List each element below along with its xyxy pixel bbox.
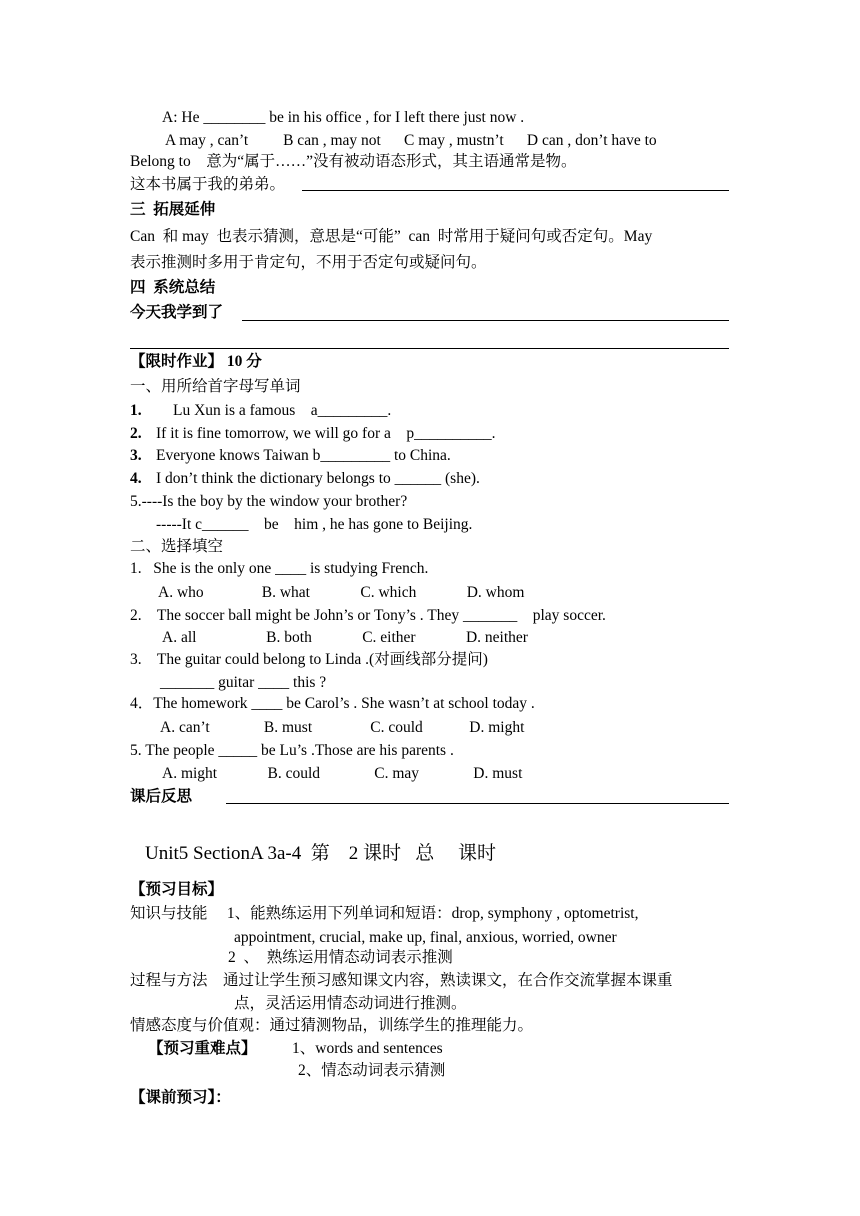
choice-options: A. can’t B. must C. could D. might xyxy=(160,719,525,736)
translation-prompt: 这本书属于我的弟弟。 xyxy=(130,176,286,193)
extension-text: 表示推测时多用于肯定句，不用于否定句或疑问句。 xyxy=(130,254,487,271)
section-heading-summary: 四 系统总结 xyxy=(130,279,216,296)
pre-class-preview-heading: 【课前预习】： xyxy=(130,1089,231,1106)
choice-options: A. might B. could C. may D. must xyxy=(162,765,523,782)
grammar-note: Belong to 意为“属于……”没有被动语态形式，其主语通常是物。 xyxy=(130,153,577,170)
exercise-item: 5.----Is the boy by the window your brother? xyxy=(130,493,408,510)
exercise-item: Lu Xun is a famous a_________. xyxy=(173,402,392,419)
key-point-item: 1、words and sentences xyxy=(292,1040,443,1057)
item-number: 1. xyxy=(130,402,142,419)
goal-text: 知识与技能 1、能熟练运用下列单词和短语：drop, symphony , optometrist, xyxy=(130,905,639,922)
choice-options: A may , can’t B can , may not C may , mustn’t D can , don’t have to xyxy=(165,132,657,149)
key-point-item: 2、情态动词表示猜测 xyxy=(298,1062,446,1079)
exercise-item: 1. She is the only one ____ is studying French. xyxy=(130,560,429,577)
answer-line xyxy=(302,190,729,191)
divider xyxy=(130,348,729,349)
goal-text: appointment, crucial, make up, final, anxious, worried, owner xyxy=(234,929,617,946)
choice-options: A. all B. both C. either D. neither xyxy=(162,629,528,646)
goal-text: 情感态度与价值观：通过猜测物品，训练学生的推理能力。 xyxy=(130,1017,534,1034)
exercise-item: 4．The homework ____ be Carol’s . She wasn’t at school today . xyxy=(130,695,535,712)
exercise-item: -----It c______ be him , he has gone to Beijing. xyxy=(156,516,473,533)
key-points-heading: 【预习重难点】 xyxy=(148,1040,257,1057)
exercise-item: Everyone knows Taiwan b_________ to China. xyxy=(156,447,451,464)
exercise-item: _______ guitar ____ this ? xyxy=(160,674,327,691)
answer-line xyxy=(242,320,729,321)
exercise-heading: 二、选择填空 xyxy=(130,538,224,555)
exercise-heading: 一、用所给首字母写单词 xyxy=(130,378,301,395)
exercise-item: 2. The soccer ball might be John’s or Tony’s . They _______ play soccer. xyxy=(130,607,606,624)
goal-text: 2 、 熟练运用情态动词表示推测 xyxy=(228,949,453,966)
item-number: 4. xyxy=(130,470,142,487)
homework-heading: 【限时作业】 10 分 xyxy=(130,353,262,370)
exercise-item: 5. The people _____ be Lu’s .Those are his parents . xyxy=(130,742,454,759)
goal-text: 点，灵活运用情态动词进行推测。 xyxy=(234,995,467,1012)
section-heading-extension: 三 拓展延伸 xyxy=(130,201,216,218)
goal-text: 过程与方法 通过让学生预习感知课文内容，熟读课文，在合作交流掌握本课重 xyxy=(130,972,673,989)
item-number: 2. xyxy=(130,425,142,442)
item-number: 3. xyxy=(130,447,142,464)
lesson-title: Unit5 SectionA 3a-4 第 2 课时 总 课时 xyxy=(145,843,496,864)
reflection-label: 课后反思 xyxy=(130,788,193,805)
choice-options: A. who B. what C. which D. whom xyxy=(158,584,525,601)
extension-text: Can 和 may 也表示猜测，意思是“可能” can 时常用于疑问句或否定句。May xyxy=(130,228,653,245)
dialogue-line: A: He ________ be in his office , for I left there just now . xyxy=(162,109,525,126)
exercise-item: If it is fine tomorrow, we will go for a p__________. xyxy=(156,425,496,442)
exercise-item: 3. The guitar could belong to Linda .(对画线部分提问) xyxy=(130,651,488,668)
summary-prompt: 今天我学到了 xyxy=(130,304,224,321)
exercise-item: I don’t think the dictionary belongs to ______ (she). xyxy=(156,470,480,487)
preview-goals-heading: 【预习目标】 xyxy=(130,881,224,898)
answer-line xyxy=(226,803,729,804)
